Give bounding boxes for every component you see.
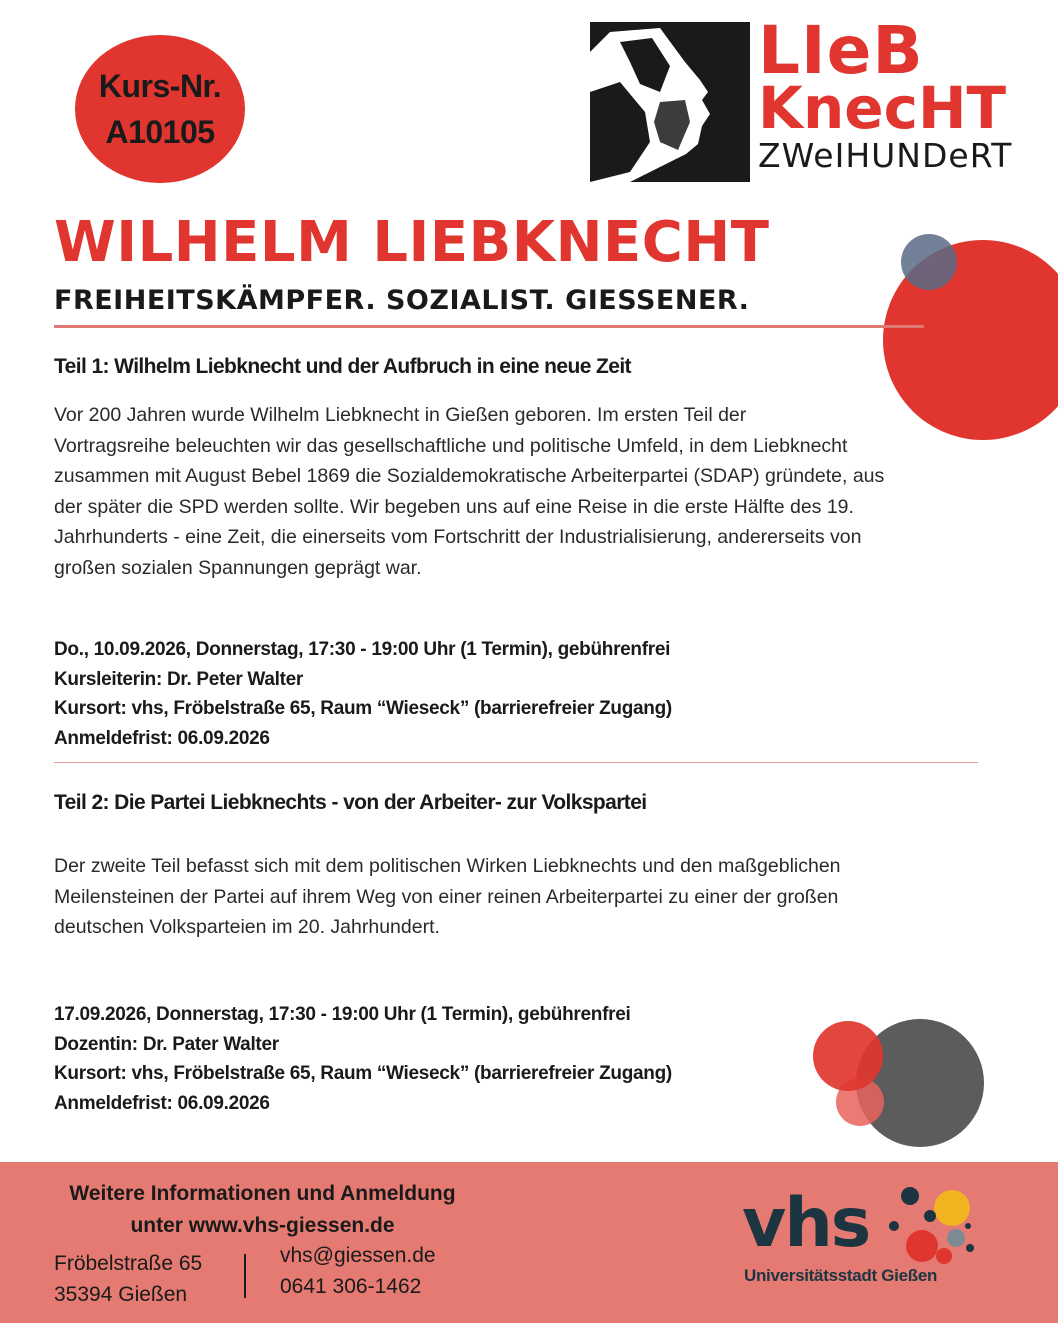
footer-info-heading	[0, 1178, 525, 1242]
title-divider	[54, 325, 924, 328]
footer-contact	[280, 1240, 436, 1302]
part2-text-line: Meilensteinen der Partei auf ihrem Weg von einer reinen Arbeiterpartei zu einer der großen	[54, 885, 839, 908]
part1-lecturer: Kursleiterin: Dr. Peter Walter	[54, 668, 303, 690]
part2-text-line: deutschen Volksparteien im 20. Jahrhundert.	[54, 916, 440, 939]
course-number-label: Kurs-Nr.	[98, 68, 222, 104]
part1-text-line: der später die SPD werden sollte. Wir begeben uns auf eine Reise in die erste Hälfte des 19.	[54, 495, 854, 518]
course-number-value: A10105	[105, 114, 215, 150]
footer-info-line: Weitere Informationen und Anmeldung	[69, 1182, 456, 1205]
liebknecht-logo	[590, 12, 1013, 184]
footer-divider	[244, 1254, 246, 1298]
part1-heading: Teil 1: Wilhelm Liebknecht und der Aufbruch in eine neue Zeit	[54, 355, 631, 378]
vhs-logo	[742, 1184, 982, 1304]
section-divider	[54, 762, 978, 763]
part2-text-line: Der zweite Teil befasst sich mit dem politischen Wirken Liebknechts und den maßgeblichen	[54, 855, 841, 877]
portrait-icon	[590, 22, 750, 182]
part1-details	[54, 635, 954, 753]
part2-deadline: Anmeldefrist: 06.09.2026	[54, 1092, 270, 1114]
logo-text-lieb: LIeB	[758, 12, 924, 89]
logo-text-knecht: KnecHT	[758, 74, 1007, 142]
footer-website-link[interactable]: unter www.vhs-giessen.de	[130, 1214, 395, 1237]
part2-details	[54, 1000, 954, 1118]
part2-lecturer: Dozentin: Dr. Pater Walter	[54, 1033, 279, 1055]
logo-text-zweihundert: ZWeIHUNDeRT	[758, 136, 1013, 175]
footer-city: 35394 Gießen	[54, 1283, 188, 1306]
part1-deadline: Anmeldefrist: 06.09.2026	[54, 727, 270, 749]
footer-phone[interactable]: 0641 306-1462	[280, 1275, 422, 1298]
footer-street: Fröbelstraße 65	[54, 1252, 203, 1275]
part1-text-line: zusammen mit August Bebel 1869 die Sozialdemokratische Arbeiterpartei (SDAP) gründete, aus	[54, 465, 885, 488]
page-subtitle: FREIHEITSKÄMPFER. SOZIALIST. GIESSENER.	[54, 285, 750, 316]
vhs-logo-text: vhs	[742, 1184, 870, 1263]
part2-heading: Teil 2: Die Partei Liebknechts - von der Arbeiter- zur Volkspartei	[54, 791, 647, 814]
footer	[0, 1162, 1058, 1323]
part1-text-line: großen sozialen Spannungen geprägt war.	[54, 556, 422, 579]
part2-date: 17.09.2026, Donnerstag, 17:30 - 19:00 Uhr (1 Termin), gebührenfrei	[54, 1004, 631, 1025]
part1-description	[54, 400, 984, 584]
course-number-badge	[75, 35, 245, 183]
footer-email-link[interactable]: vhs@giessen.de	[280, 1244, 436, 1267]
vhs-logo-subtitle: Universitätsstadt Gießen	[744, 1266, 938, 1285]
part1-date: Do., 10.09.2026, Donnerstag, 17:30 - 19:00 Uhr (1 Termin), gebührenfrei	[54, 639, 671, 660]
footer-address	[54, 1248, 202, 1310]
part2-location: Kursort: vhs, Fröbelstraße 65, Raum “Wieseck” (barrierefreier Zugang)	[54, 1063, 672, 1084]
part2-description	[54, 851, 984, 943]
part1-text-line: Jahrhunderts - eine Zeit, die einerseits vom Fortschritt der Industrialisierung, andererseits von	[54, 526, 862, 549]
part1-location: Kursort: vhs, Fröbelstraße 65, Raum “Wieseck” (barrierefreier Zugang)	[54, 698, 672, 719]
vhs-dots-icon	[882, 1186, 978, 1270]
page-title: WILHELM LIEBKNECHT	[54, 210, 770, 275]
part1-text-line: Vor 200 Jahren wurde Wilhelm Liebknecht in Gießen geboren. Im ersten Teil der	[54, 404, 747, 426]
part1-text-line: Vortragsreihe beleuchten wir das gesellschaftliche und politische Umfeld, in dem Liebknecht	[54, 434, 848, 457]
